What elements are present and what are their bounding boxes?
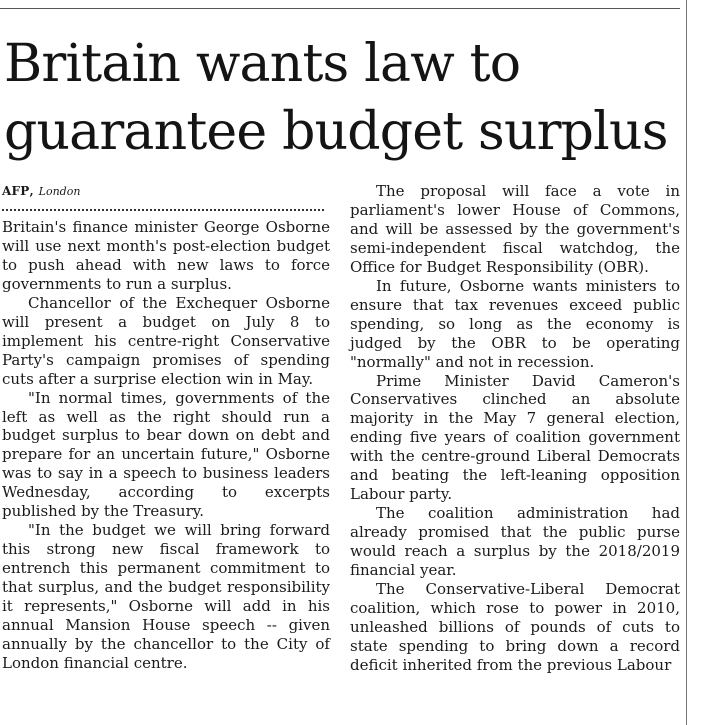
byline-dotted-rule (2, 209, 324, 211)
byline-agency: AFP (2, 184, 30, 198)
byline-separator: , (29, 184, 34, 198)
column-edge-rule (686, 0, 687, 725)
paragraph-left-1: Britain's finance minister George Osborne will use next month's post-election budget to push ahead with new laws to force governments to run a surplus. (2, 218, 330, 293)
article-column-right (350, 182, 680, 675)
paragraph-right-4: The coalition administration had already promised that the public purse would reach a surplus by the 2018/2019 financial year. (350, 504, 680, 580)
headline-line-2: guarantee budget surplus (4, 102, 668, 162)
byline (2, 182, 330, 201)
paragraph-left-4: "In the budget we will bring forward this strong new fiscal framework to entrench this permanent commitment to that surplus, and the budget responsibility it represents," Osborne will add in his annual Mansion House speech -- given annually by the chancellor to the City of London financial centre. (2, 521, 330, 672)
paragraph-right-2: In future, Osborne wants ministers to ensure that tax revenues exceed public spending, so long as the economy is judged by the OBR to be operating "normally" and not in recession. (350, 276, 680, 371)
paragraph-right-3: Prime Minister David Cameron's Conservatives clinched an absolute majority in the May 7 general election, ending five years of coalition government with the centre-ground Liberal Democrats and beating the left-leaning opposition Labour party. (350, 371, 680, 504)
article-column-left (2, 182, 330, 673)
paragraph-left-2: Chancellor of the Exchequer Osborne will present a budget on July 8 to implement his centre-right Conservative Party's campaign promises of spending cuts after a surprise election win in May. (2, 293, 330, 388)
paragraph-right-1: The proposal will face a vote in parliament's lower House of Commons, and will be assessed by the government's semi-independent fiscal watchdog, the Office for Budget Responsibility (OBR). (350, 182, 680, 276)
paragraph-left-3: "In normal times, governments of the left as well as the right should run a budget surplus to bear down on debt and prepare for an uncertain future," Osborne was to say in a speech to business leaders Wednesday, according to excerpts published by the Treasury. (2, 388, 330, 521)
headline (4, 30, 684, 166)
top-rule (0, 8, 680, 9)
paragraph-right-5: The Conservative-Liberal Democrat coalition, which rose to power in 2010, unleashed billions of pounds of cuts to state spending to bring down a record deficit inherited from the previous Labour (350, 580, 680, 674)
byline-dateline: London (38, 185, 81, 198)
headline-line-1: Britain wants law to (4, 34, 521, 94)
